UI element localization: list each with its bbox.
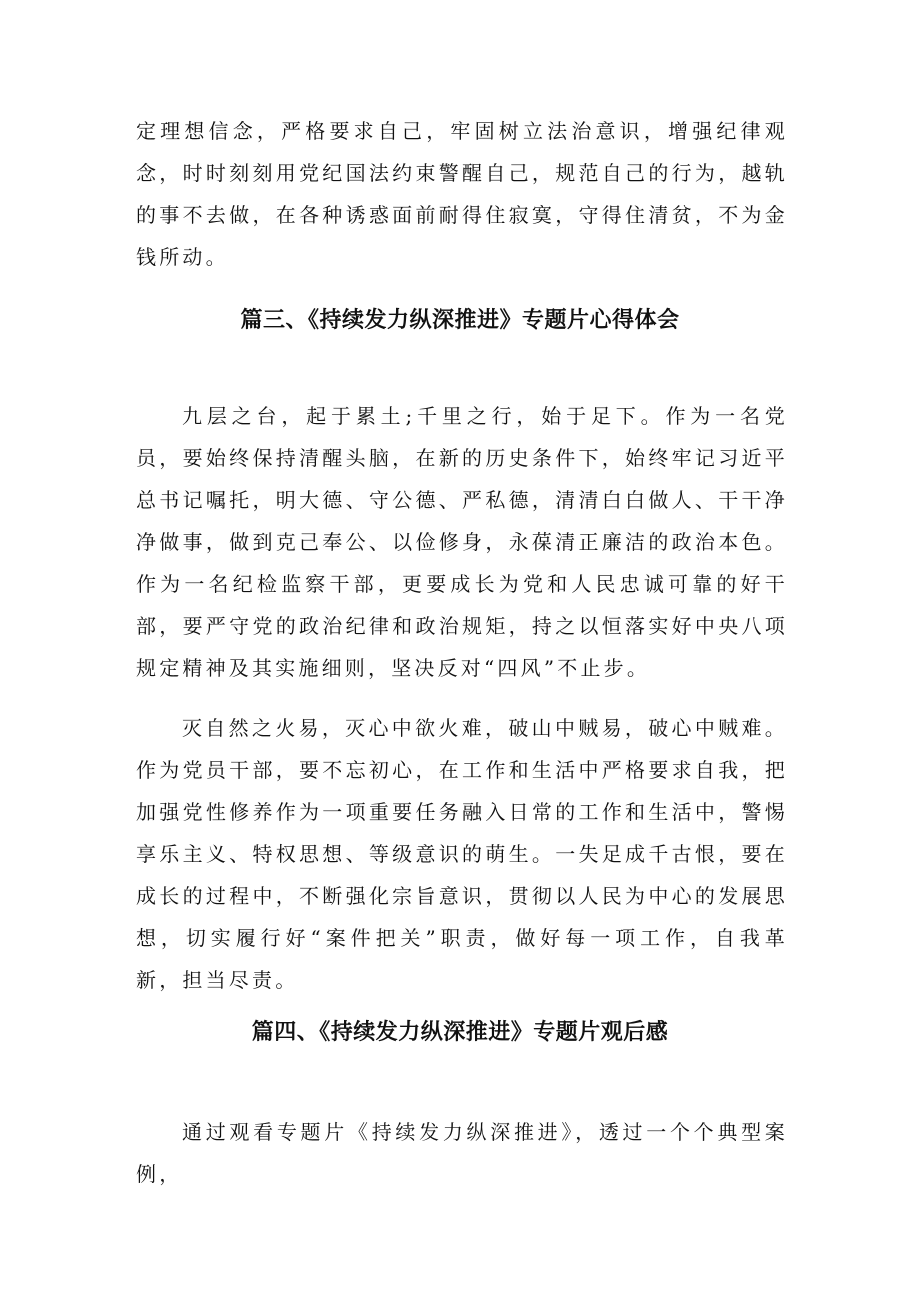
- paragraph-3-2: 灭自然之火易，灭心中欲火难，破山中贼易，破心中贼难。作为党员干部，要不忘初心，在工作和生活中严格要求自我，把加强党性修养作为一项重要任务融入日常的工作和生活中，警惕享乐主义、特权思想、等级意识的萌生。一失足成千古恨，要在成长的过程中，不断强化宗旨意识，贯彻以人民为中心的发展思想，切实履行好“案件把关”职责，做好每一项工作，自我革新，担当尽责。: [136, 716, 788, 992]
- paragraph-intro-continuation: 定理想信念，严格要求自己，牢固树立法治意识，增强纪律观念，时时刻刻用党纪国法约束警醒自己，规范自己的行为，越轨的事不去做，在各种诱惑面前耐得住寂寞，守得住清贫，不为金钱所动。: [136, 119, 788, 269]
- paragraph-4-1: 通过观看专题片《持续发力纵深推进》，透过一个个典型案例，: [136, 1120, 788, 1186]
- paragraph-3-1: 九层之台，起于累土;千里之行，始于足下。作为一名党员，要始终保持清醒头脑，在新的历史条件下，始终牢记习近平总书记嘱托，明大德、守公德、严私德，清清白白做人、干干净净做事，做到克己奉公、以俭修身，永葆清正廉洁的政治本色。作为一名纪检监察干部，更要成长为党和人民忠诚可靠的好干部，要严守党的政治纪律和政治规矩，持之以恒落实好中央八项规定精神及其实施细则，坚决反对“四风”不止步。: [136, 404, 788, 680]
- section-heading-4: 篇四、《持续发力纵深推进》专题片观后感: [251, 1020, 669, 1045]
- section-heading-3: 篇三、《持续发力纵深推进》专题片心得体会: [240, 308, 680, 333]
